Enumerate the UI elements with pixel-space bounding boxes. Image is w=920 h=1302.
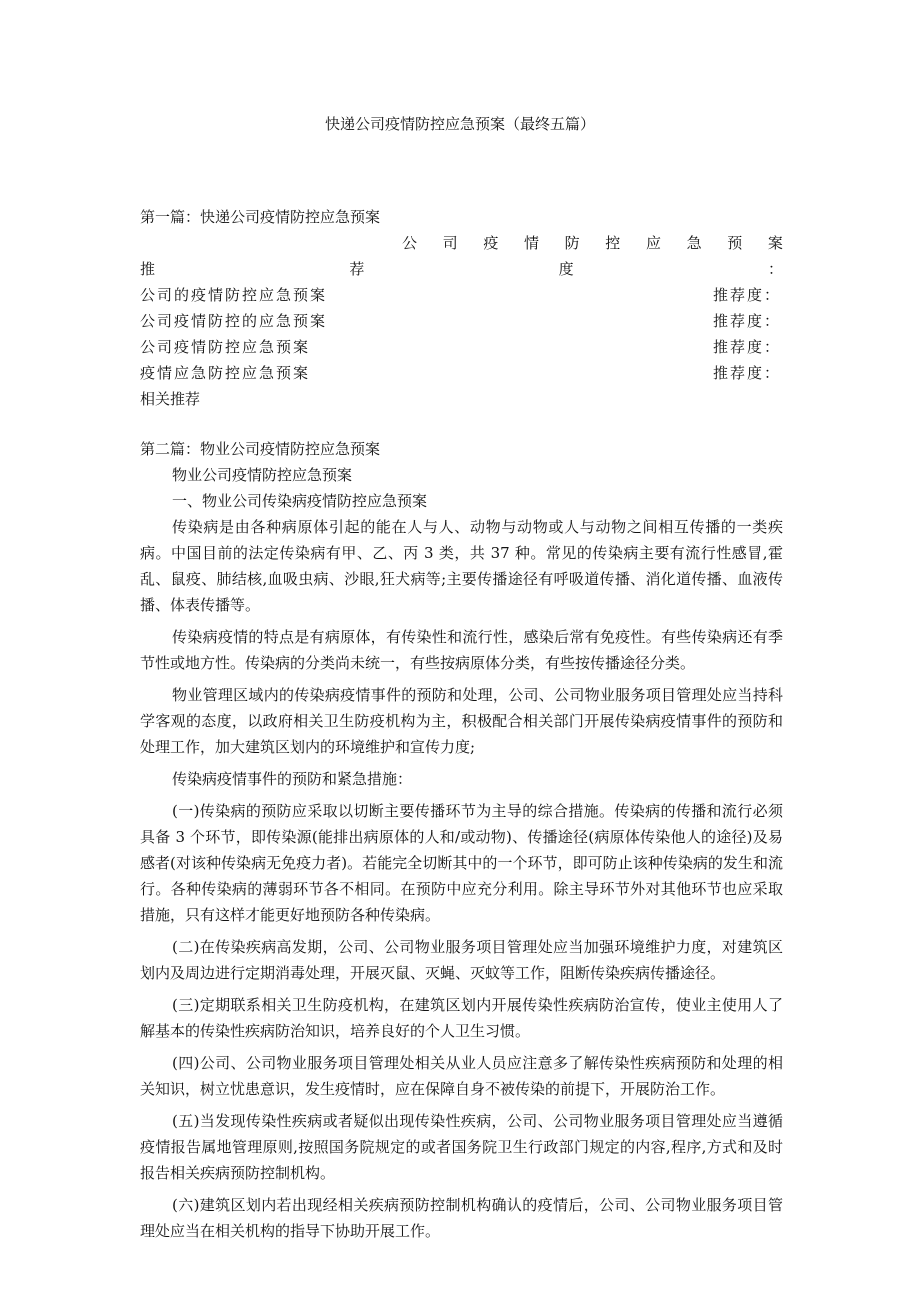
recommend-row[interactable] (140, 308, 783, 334)
paragraph: (四)公司、公司物业服务项目管理处相关从业人员应注意多了解传染性疾病预防和处理的相关知识，树立忧患意识，发生疫情时，应在保障自身不被传染的前提下，开展防治工作。 (140, 1054, 783, 1098)
char: 控 (605, 234, 621, 252)
recommend-rating-label: 推荐度： (712, 364, 781, 382)
paragraph: 传染病是由各种病原体引起的能在人与人、动物与动物或人与动物之间相互传播的一类疾病。中国目前的法定传染病有甲、乙、丙 3 类，共 37 种。常见的传染病主要有流行性感冒,霍乱、鼠疫、肺结核,血吸虫病、沙眼,狂犬病等;主要传播途径有呼吸道传播、消化道传播、血液传播、体表传播等。 (140, 518, 783, 614)
paragraph: (六)建筑区划内若出现经相关疾病预防控制机构确认的疫情后，公司、公司物业服务项目管理处应当在相关机构的指导下协助开展工作。 (140, 1196, 783, 1240)
recommend-rating-label: 推荐度： (712, 338, 781, 356)
part2-section-title: 一、物业公司传染病疫情防控应急预案 (172, 492, 428, 510)
part2-subtitle: 物业公司疫情防控应急预案 (172, 466, 353, 484)
recommend-link[interactable]: 公司疫情防控的应急预案 (140, 312, 328, 330)
char: ： (767, 260, 783, 278)
char: 公 (402, 234, 418, 252)
recommend-link[interactable]: 疫情应急防控应急预案 (140, 364, 311, 382)
paragraph: (三)定期联系相关卫生防疫机构，在建筑区划内开展传染性疾病防治宣传，使业主使用人了解基本的传染性疾病防治知识，培养良好的个人卫生习惯。 (140, 996, 783, 1040)
justified-line-recommend (140, 256, 783, 282)
paragraph: (一)传染病的预防应采取以切断主要传播环节为主导的综合措施。传染病的传播和流行必须具备 3 个环节，即传染源(能排出病原体的人和/或动物)、传播途径(病原体传染他人的途径)及易感者(对该种传染病无免疫力者)。若能完全切断其中的一个环节，即可防止该种传染病的发生和流行。各种传染病的薄弱环节各不相同。在预防中应充分利用。除主导环节外对其他环节也应采取措施，只有这样才能更好地预防各种传染病。 (140, 802, 783, 924)
justified-line-title (140, 230, 783, 256)
char: 度 (558, 260, 574, 278)
char: 应 (645, 234, 661, 252)
paragraph: 传染病疫情的特点是有病原体，有传染性和流行性，感染后常有免疫性。有些传染病还有季节性或地方性。传染病的分类尚未统一，有些按病原体分类，有些按传播途径分类。 (140, 628, 783, 672)
paragraph: (五)当发现传染性疾病或者疑似出现传染性疾病，公司、公司物业服务项目管理处应当遵循疫情报告属地管理原则,按照国务院规定的或者国务院卫生行政部门规定的内容,程序,方式和及时报告相关疾病预防控制机构。 (140, 1112, 783, 1182)
recommend-link[interactable]: 公司疫情防控应急预案 (140, 338, 311, 356)
related-recommend-label: 相关推荐 (140, 390, 201, 408)
recommend-row[interactable] (140, 360, 783, 386)
paragraph: (二)在传染疾病高发期，公司、公司物业服务项目管理处应当加强环境维护力度，对建筑区划内及周边进行定期消毒处理，开展灭鼠、灭蝇、灭蚊等工作，阻断传染疾病传播途径。 (140, 938, 783, 982)
part2-section (140, 436, 783, 1250)
char: 司 (442, 234, 458, 252)
part1-heading: 第一篇：快递公司疫情防控应急预案 (140, 208, 381, 226)
recommend-rating-label: 推荐度： (712, 312, 781, 330)
recommend-link[interactable]: 公司的疫情防控应急预案 (140, 286, 328, 304)
char: 情 (523, 234, 539, 252)
recommend-row[interactable] (140, 334, 783, 360)
part2-heading: 第二篇：物业公司疫情防控应急预案 (140, 440, 381, 458)
paragraph: 传染病疫情事件的预防和紧急措施： (172, 770, 413, 788)
recommend-row[interactable] (140, 282, 783, 308)
char: 疫 (483, 234, 499, 252)
char: 推 (140, 260, 156, 278)
char: 荐 (349, 260, 365, 278)
char: 预 (727, 234, 743, 252)
paragraph: 物业管理区域内的传染病疫情事件的预防和处理，公司、公司物业服务项目管理处应当持科学客观的态度，以政府相关卫生防疫机构为主，积极配合相关部门开展传染病疫情事件的预防和处理工作，加大建筑区划内的环境维护和宣传力度; (140, 686, 783, 756)
char: 防 (564, 234, 580, 252)
document-title: 快递公司疫情防控应急预案（最终五篇） (324, 115, 595, 133)
char: 案 (767, 234, 783, 252)
char: 急 (686, 234, 702, 252)
part1-section (140, 204, 783, 412)
recommend-rating-label: 推荐度： (712, 286, 781, 304)
